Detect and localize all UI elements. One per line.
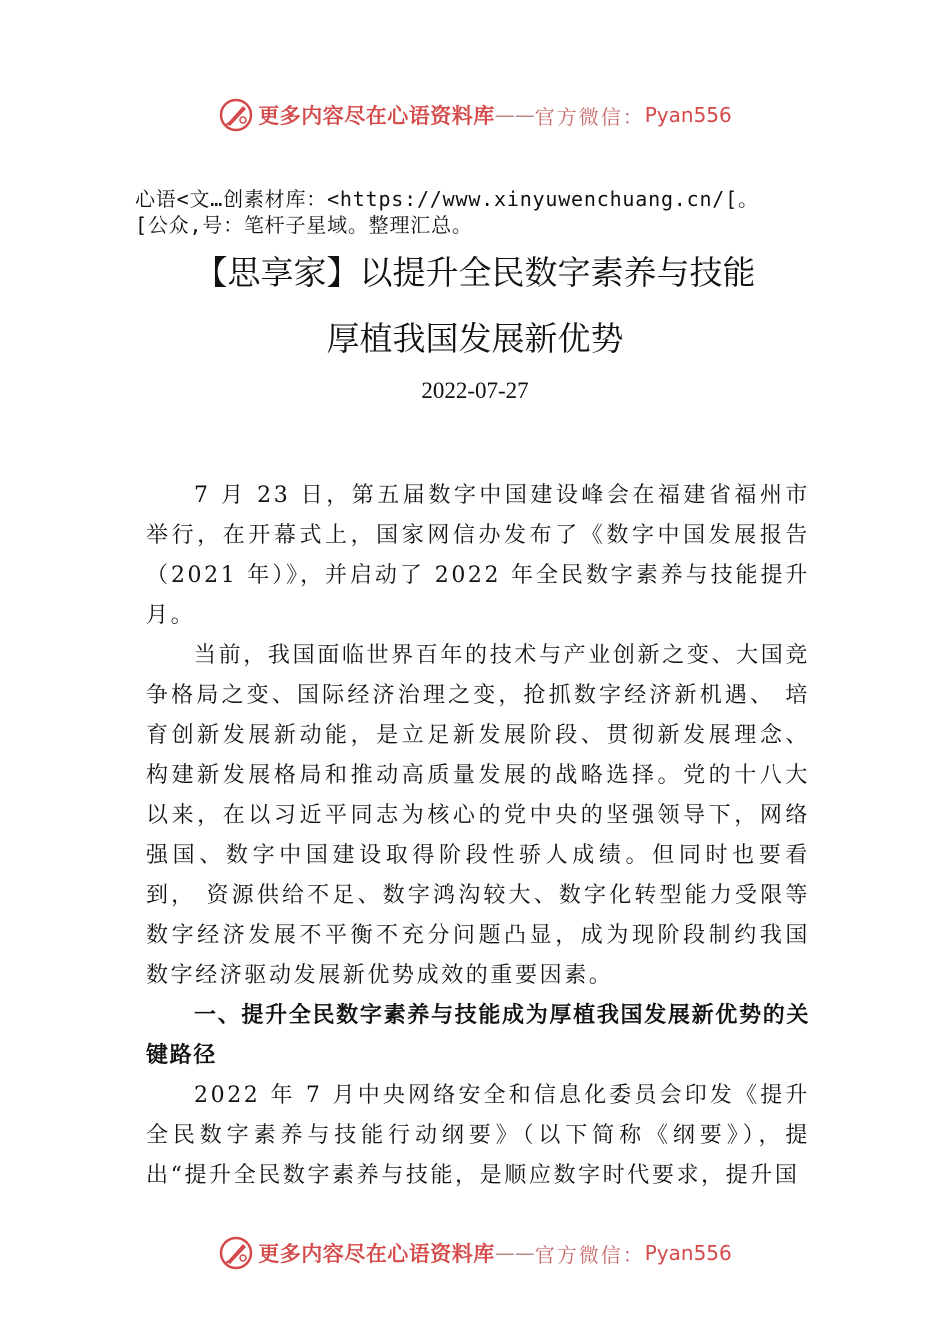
watermark-official-label: 官方微信： [534,1242,645,1267]
watermark-wechat-id: Pyan556 [644,103,732,127]
article-title-line-1: 【思享家】以提升全民数字素养与技能 [194,253,756,292]
section-heading-1: 一、提升全民数字素养与技能成为厚植我国发展新优势的关键路径 [146,1003,810,1068]
source-line-2: [公众,号：笔杆子星域。整理汇总。 [135,213,473,237]
article-date: 2022-07-27 [421,378,529,403]
quill-pen-logo-icon [218,97,254,133]
paragraph-3: 2022 年 7 月中央网络安全和信息化委员会印发《提升全民数字素养与技能行动纲要》（以下简称《纲要》），提出“提升全民数字素养与技能，是顺应数字时代要求，提升国 [146,1083,810,1188]
watermark-header [0,95,950,135]
watermark-site-text: 更多内容尽在心语资料库 [258,103,495,128]
article-body [146,476,810,1196]
watermark-wechat-id: Pyan556 [644,1241,732,1265]
source-note [135,186,835,238]
source-line-1: 心语<文…创素材库：<https://www.xinyuwenchuang.cn/[。 [135,187,759,211]
watermark-site-text: 更多内容尽在心语资料库 [258,1241,495,1266]
watermark-dash: —— [494,1241,535,1265]
watermark-dash: —— [494,103,535,127]
paragraph-1: 7 月 23 日，第五届数字中国建设峰会在福建省福州市举行，在开幕式上，国家网信办发布了《数字中国发展报告（2021 年）》，并启动了 2022 年全民数字素养与技能提升月。 [146,483,810,628]
article-title-line-2: 厚植我国发展新优势 [326,319,624,358]
watermark-official-label: 官方微信： [534,104,645,129]
watermark-footer [0,1233,950,1273]
quill-pen-logo-icon [218,1235,254,1271]
paragraph-2: 当前，我国面临世界百年的技术与产业创新之变、大国竞争格局之变、国际经济治理之变，抢抓数字经济新机遇、 培育创新发展新动能，是立足新发展阶段、贯彻新发展理念、构建新发展格局和推动高质量发展的战略选择。党的十八大以来，在以习近平同志为核心的党中央的坚强领导下，网络强国、数字中国建设取得阶段性骄人成绩。但同时也要看到， 资源供给不足、数字鸿沟较大、数字化转型能力受限等数字经济发展不平衡不充分问题凸显，成为现阶段制约我国数字经济驱动发展新优势成效的重要因素。 [146,643,810,988]
